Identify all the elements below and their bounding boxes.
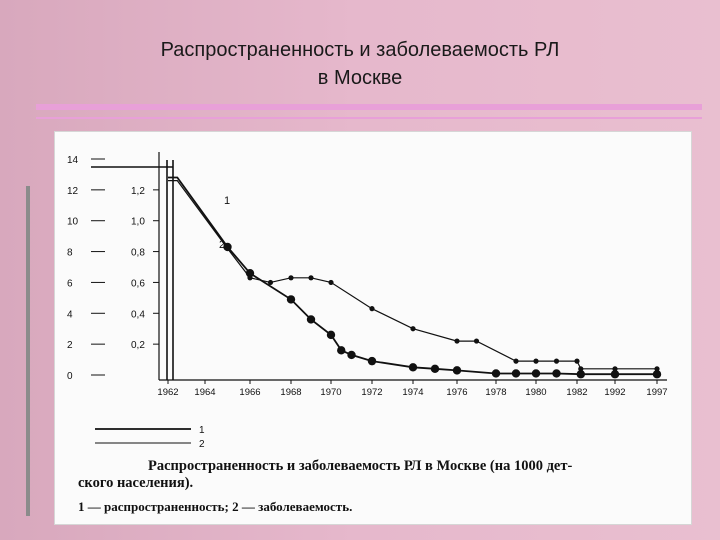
series-1-line (168, 178, 657, 375)
series-2-point (268, 280, 273, 285)
series-2-point (554, 359, 559, 364)
x-tick-label: 1964 (194, 387, 216, 398)
series-2-point (454, 338, 459, 343)
series-1-point (552, 369, 560, 377)
right-tick-label: 0,4 (131, 309, 145, 321)
right-tick-label: 0,2 (131, 340, 145, 352)
right-tick-label: 0,8 (131, 247, 145, 259)
series-1-point (307, 315, 315, 323)
series-2-point (533, 359, 538, 364)
caption-line3: 1 — распространенность; 2 — заболеваемость. (78, 499, 353, 514)
decorative-left-bar (26, 186, 30, 516)
series-1-point (453, 366, 461, 374)
x-tick-label: 1966 (239, 387, 261, 398)
series-1-point (337, 346, 345, 354)
legend-label-2: 2 (199, 439, 205, 450)
x-tick-label: 1962 (157, 387, 179, 398)
left-tick-label: 6 (67, 278, 73, 290)
series-1-point (512, 369, 520, 377)
x-tick-label: 1968 (280, 387, 302, 398)
left-tick-label: 8 (67, 247, 73, 259)
series-2-point (578, 366, 583, 371)
x-tick-label: 1997 (646, 387, 668, 398)
caption-line2: ского населения). (78, 475, 194, 491)
x-tick-label: 1970 (320, 387, 342, 398)
caption-line1: Распространенность и заболеваемость РЛ в Москве (на 1000 дет- (148, 458, 573, 474)
x-tick-label: 1976 (446, 387, 468, 398)
right-tick-label: 1,0 (131, 216, 145, 228)
series-1-point (347, 351, 355, 359)
left-tick-label: 10 (67, 216, 79, 228)
series-1-point (431, 365, 439, 373)
x-tick-label: 1982 (566, 387, 588, 398)
left-tick-label: 14 (67, 155, 79, 166)
series-2-point (225, 246, 230, 251)
x-tick-label: 1974 (402, 387, 424, 398)
series-1-point (327, 331, 335, 339)
series-2-point (513, 359, 518, 364)
slide-title (80, 36, 640, 92)
series-2-point (369, 306, 374, 311)
slide-title-line2: в Москве (317, 67, 403, 89)
series-2-point (308, 275, 313, 280)
right-tick-label: 1,2 (131, 185, 145, 197)
figure-caption (78, 458, 678, 516)
right-tick-label: 0,6 (131, 278, 145, 290)
series-2-point (328, 280, 333, 285)
series-1-point (368, 357, 376, 365)
x-tick-label: 1978 (485, 387, 507, 398)
series-2-point (247, 275, 252, 280)
series-label-1: 1 (224, 195, 231, 207)
series-2-line (168, 181, 657, 369)
series-2-point (612, 366, 617, 371)
legend-label-1: 1 (199, 425, 205, 436)
left-tick-label: 4 (67, 309, 73, 321)
series-1-point (287, 295, 295, 303)
series-2-point (288, 275, 293, 280)
x-tick-label: 1972 (361, 387, 383, 398)
decorative-stripe-thin (36, 117, 702, 119)
decorative-stripe-thick (36, 104, 702, 110)
series-label-2: 2 (219, 239, 226, 251)
series-1-point (409, 363, 417, 371)
left-tick-label: 0 (67, 371, 73, 382)
series-2-point (654, 366, 659, 371)
x-tick-label: 1980 (525, 387, 547, 398)
series-2-point (474, 338, 479, 343)
series-2-point (574, 359, 579, 364)
series-1-point (492, 369, 500, 377)
series-2-point (410, 326, 415, 331)
slide-title-line1: Распространенность и заболеваемость РЛ (160, 39, 560, 61)
series-1-point (532, 369, 540, 377)
left-tick-label: 2 (67, 340, 73, 352)
x-tick-label: 1992 (604, 387, 626, 398)
left-tick-label: 12 (67, 185, 79, 197)
